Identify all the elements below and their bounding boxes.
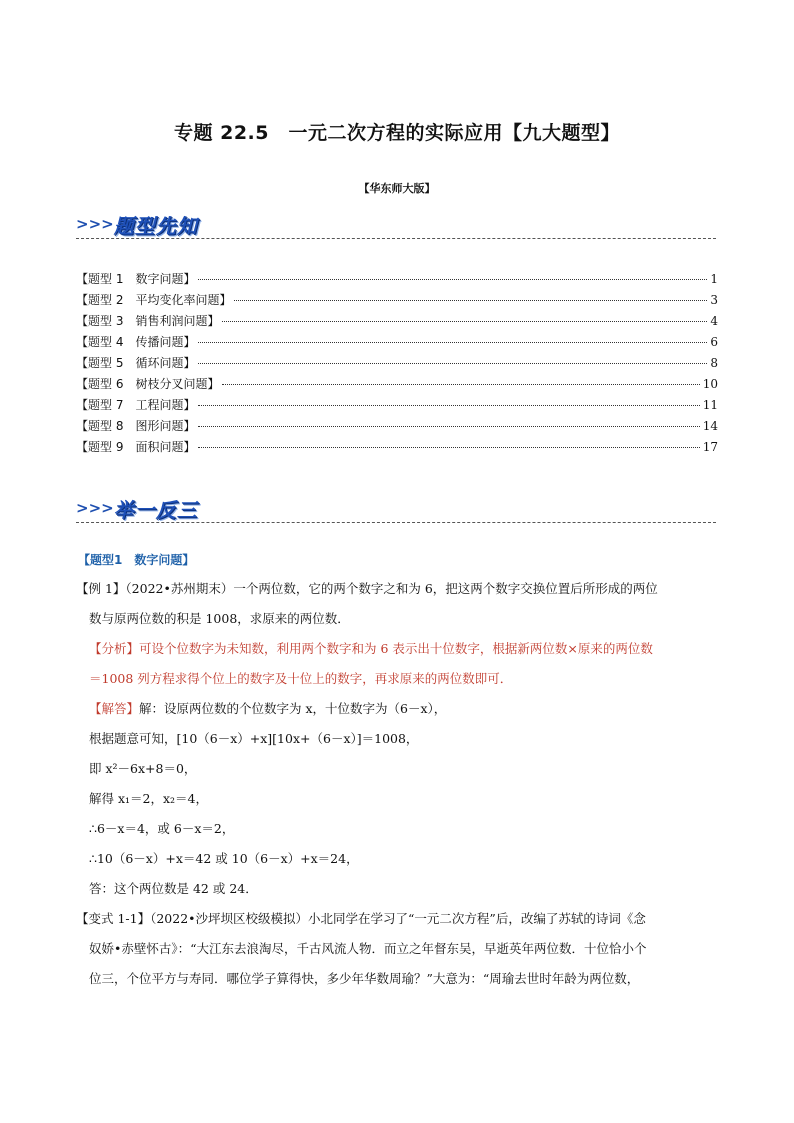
example-text: 【例 1】（2022•苏州期末）一个两位数，它的两个数字之和为 6，把这两个数字交换位置后所形成的两位 [76, 581, 658, 596]
analysis-tag: 【分析】 [89, 641, 140, 656]
toc-entry-label: 【题型 1 数字问题】 [76, 272, 196, 286]
toc-entry[interactable] [76, 438, 718, 459]
analysis-text: ＝1008 列方程求得个位上的数字及十位上的数字，再求原来的两位数即可． [89, 671, 513, 686]
toc-leader-dots [198, 447, 699, 448]
toc-leader-dots [198, 405, 699, 406]
variant-text: 奴娇•赤壁怀古》：“大江东去浪淘尽，千古风流人物．而立之年督东吴，早逝英年两位数．十位恰小个 [89, 941, 647, 956]
chevron-icon: >>> [76, 215, 114, 233]
toc-leader-dots [222, 384, 699, 385]
toc-entry-page: 8 [710, 356, 718, 370]
chevron-icon: >>> [76, 499, 114, 517]
banner-practice [76, 494, 198, 522]
toc-entry-page: 6 [710, 335, 718, 349]
toc-entry-label: 【题型 2 平均变化率问题】 [76, 293, 232, 307]
toc-leader-dots [198, 426, 699, 427]
example-text: 数与原两位数的积是 1008，求原来的两位数． [89, 611, 350, 626]
toc-entry-page: 11 [702, 398, 718, 412]
toc-entry[interactable] [76, 270, 718, 291]
analysis-text: 可设个位数字为未知数，利用两个数字和为 6 表示出十位数字，根据新两位数×原来的两位数 [139, 641, 653, 656]
toc-entry[interactable] [76, 333, 718, 354]
toc-leader-dots [198, 279, 707, 280]
toc-entry-page: 14 [702, 419, 718, 433]
answer-text: 解得 x₁＝2，x₂＝4， [89, 791, 209, 806]
toc-entry-page: 1 [710, 272, 718, 286]
answer-text: 根据题意可知，[10（6－x）+x][10x+（6－x）]＝1008， [89, 731, 419, 746]
toc-entry[interactable] [76, 396, 718, 417]
variant-text: 【变式 1-1】（2022•沙坪坝区校级模拟）小北同学在学习了“一元二次方程”后，改编了苏轼的诗词《念 [76, 911, 646, 926]
toc-entry-label: 【题型 6 树枝分叉问题】 [76, 377, 220, 391]
analysis-line [76, 634, 724, 664]
divider [76, 238, 716, 239]
toc-entry-label: 【题型 9 面积问题】 [76, 440, 196, 454]
toc-entry-page: 4 [710, 314, 718, 328]
answer-text: ∴10（6－x）+x＝42 或 10（6－x）+x＝24， [89, 851, 359, 866]
toc-entry-label: 【题型 3 销售利润问题】 [76, 314, 220, 328]
banner-practice-text: 举一反三 [113, 497, 198, 522]
answer-text: 答：这个两位数是 42 或 24． [89, 881, 258, 896]
toc-entry[interactable] [76, 417, 718, 438]
toc-entry-page: 3 [710, 293, 718, 307]
toc-leader-dots [234, 300, 707, 301]
toc-entry[interactable] [76, 291, 718, 312]
variant-text: 位三，个位平方与寿同．哪位学子算得快，多少年华数周瑜？”大意为：“周瑜去世时年龄为两位数， [89, 971, 640, 986]
toc-leader-dots [198, 363, 707, 364]
toc-entry[interactable] [76, 375, 718, 396]
banner-preview [76, 210, 198, 238]
toc-leader-dots [222, 321, 707, 322]
answer-text: 即 x²－6x+8＝0， [89, 761, 197, 776]
table-of-contents [76, 270, 718, 459]
toc-entry[interactable] [76, 354, 718, 375]
toc-entry-label: 【题型 5 循环问题】 [76, 356, 196, 370]
toc-entry-page: 17 [702, 440, 718, 454]
answer-line [76, 694, 724, 724]
divider [76, 522, 716, 523]
toc-entry-label: 【题型 4 传播问题】 [76, 335, 196, 349]
toc-entry-page: 10 [702, 377, 718, 391]
answer-text: 解：设原两位数的个位数字为 x，十位数字为（6－x）， [139, 701, 447, 716]
toc-entry-label: 【题型 7 工程问题】 [76, 398, 196, 412]
example-block [76, 574, 724, 994]
answer-text: ∴6－x＝4，或 6－x＝2， [89, 821, 235, 836]
toc-entry-label: 【题型 8 图形问题】 [76, 419, 196, 433]
page-title: 专题 22.5 一元二次方程的实际应用【九大题型】 [174, 122, 620, 144]
answer-tag: 【解答】 [89, 701, 140, 716]
toc-entry[interactable] [76, 312, 718, 333]
toc-leader-dots [198, 342, 707, 343]
section-heading: 【题型1 数字问题】 [78, 553, 195, 567]
banner-preview-text: 题型先知 [113, 213, 198, 238]
edition-subtitle: 【华东师大版】 [358, 182, 436, 195]
